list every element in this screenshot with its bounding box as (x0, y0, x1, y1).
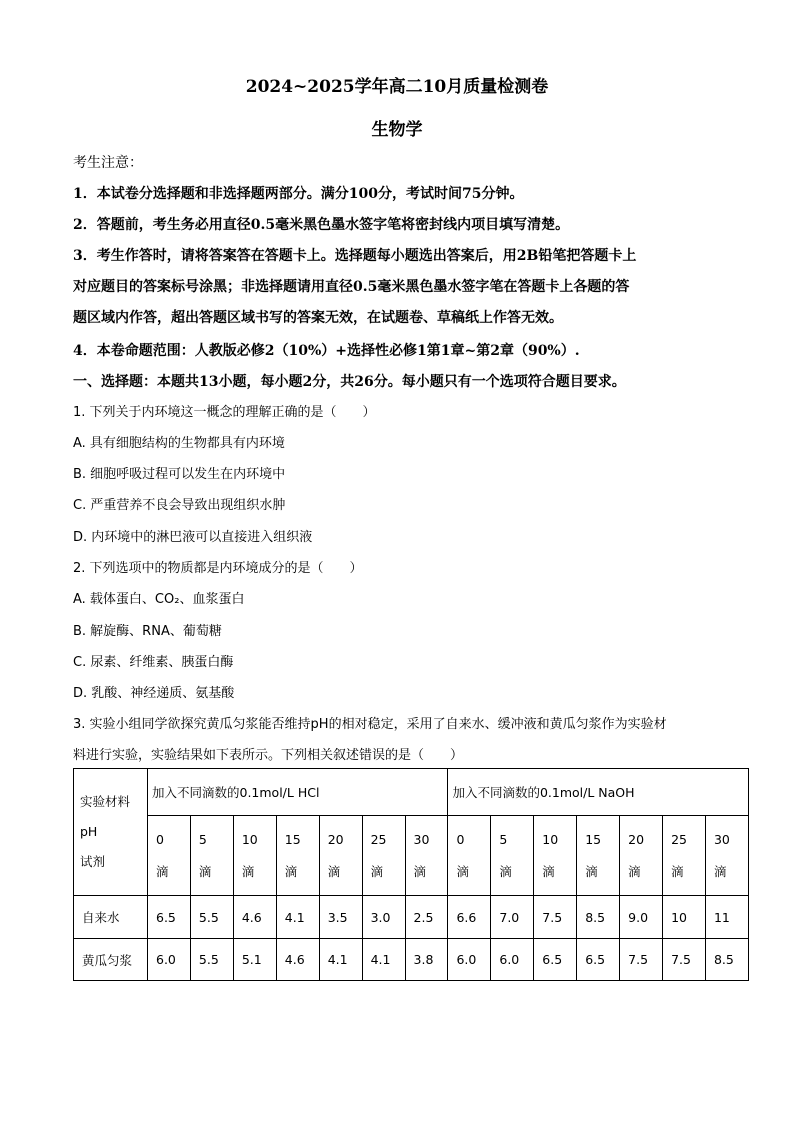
drop-count-cell: 25 滴 (362, 816, 405, 896)
ph-value-cell: 4.1 (276, 896, 319, 939)
question-1-option-c: C. 严重营养不良会导致出现组织水肿 (73, 498, 286, 513)
subject-title: 生物学 (371, 120, 423, 140)
ph-value-cell: 7.5 (534, 896, 577, 939)
ph-value-cell: 4.6 (276, 939, 319, 981)
question-2-stem: 2. 下列选项中的物质都是内环境成分的是（ ） (73, 561, 363, 576)
drop-count-cell: 15 滴 (276, 816, 319, 896)
drop-count-cell: 30 滴 (705, 816, 748, 896)
drop-count-cell: 15 滴 (577, 816, 620, 896)
question-3-stem-line2: 料进行实验，实验结果如下表所示。下列相关叙述错误的是（ ） (73, 748, 464, 763)
ph-value-cell: 5.5 (190, 896, 233, 939)
notice-item-3-cont-1: 对应题目的答案标号涂黑；非选择题请用直径0.5毫米黑色墨水签字笔在答题卡上各题的答 (73, 279, 630, 295)
ph-value-cell: 6.0 (491, 939, 534, 981)
section-heading: 一、选择题：本题共13小题，每小题2分，共26分。每小题只有一个选项符合题目要求。 (73, 374, 626, 390)
notice-heading: 考生注意： (73, 155, 143, 171)
exam-title: 2024~2025学年高二10月质量检测卷 (245, 77, 549, 97)
question-2-option-b: B. 解旋酶、RNA、葡萄糖 (73, 624, 222, 639)
ph-value-cell: 6.5 (577, 939, 620, 981)
ph-value-cell: 4.1 (319, 939, 362, 981)
drop-count-cell: 0 滴 (448, 816, 491, 896)
question-2-option-c: C. 尿素、纤维素、胰蛋白酶 (73, 655, 234, 670)
drop-count-cell: 5 滴 (491, 816, 534, 896)
drop-count-cell: 5 滴 (190, 816, 233, 896)
ph-value-cell: 5.1 (233, 939, 276, 981)
corner-label-ph: pH (80, 824, 98, 839)
table-row-cucumber-homogenate (74, 939, 749, 981)
question-1-option-a: A. 具有细胞结构的生物都具有内环境 (73, 436, 285, 451)
ph-value-cell: 7.5 (620, 939, 663, 981)
ph-value-cell: 6.0 (148, 939, 191, 981)
drop-count-cell: 10 滴 (534, 816, 577, 896)
drop-count-cell: 0 滴 (148, 816, 191, 896)
question-1-option-d: D. 内环境中的淋巴液可以直接进入组织液 (73, 530, 313, 545)
drop-count-cell: 25 滴 (663, 816, 706, 896)
notice-item-3-cont-2: 题区域内作答，超出答题区域书写的答案无效，在试题卷、草稿纸上作答无效。 (73, 310, 563, 326)
drop-count-cell: 30 滴 (405, 816, 448, 896)
corner-label-material: 实验材料 (80, 794, 131, 809)
notice-item-2: 2．答题前，考生务必用直径0.5毫米黑色墨水签字笔将密封线内项目填写清楚。 (73, 217, 570, 233)
drop-count-cell: 20 滴 (319, 816, 362, 896)
ph-value-cell: 8.5 (705, 939, 748, 981)
notice-item-4: 4．本卷命题范围：人教版必修2（10%）+选择性必修1第1章~第2章（90%）. (73, 343, 580, 359)
notice-item-3: 3．考生作答时，请将答案答在答题卡上。选择题每小题选出答案后，用2B铅笔把答题卡上 (73, 248, 637, 264)
ph-value-cell: 3.8 (405, 939, 448, 981)
hcl-group-header: 加入不同滴数的0.1mol/L HCl (148, 769, 448, 816)
ph-value-cell: 6.6 (448, 896, 491, 939)
question-1-stem: 1. 下列关于内环境这一概念的理解正确的是（ ） (73, 405, 376, 420)
ph-results-table (73, 768, 749, 981)
question-2-option-a: A. 载体蛋白、CO₂、血浆蛋白 (73, 592, 245, 607)
ph-value-cell: 9.0 (620, 896, 663, 939)
ph-value-cell: 2.5 (405, 896, 448, 939)
ph-value-cell: 4.6 (233, 896, 276, 939)
ph-value-cell: 11 (705, 896, 748, 939)
notice-item-1: 1．本试卷分选择题和非选择题两部分。满分100分，考试时间75分钟。 (73, 186, 524, 202)
question-1-option-b: B. 细胞呼吸过程可以发生在内环境中 (73, 467, 286, 482)
corner-label-reagent: 试剂 (80, 854, 106, 869)
ph-value-cell: 5.5 (190, 939, 233, 981)
ph-value-cell: 7.5 (663, 939, 706, 981)
table-row-tap-water (74, 896, 749, 939)
ph-value-cell: 4.1 (362, 939, 405, 981)
ph-value-cell: 8.5 (577, 896, 620, 939)
ph-value-cell: 3.0 (362, 896, 405, 939)
ph-value-cell: 7.0 (491, 896, 534, 939)
row-label-cucumber-homogenate: 黄瓜匀浆 (74, 939, 148, 981)
drop-count-cell: 10 滴 (233, 816, 276, 896)
ph-value-cell: 6.0 (448, 939, 491, 981)
drops-header-row (74, 816, 749, 896)
question-2-option-d: D. 乳酸、神经递质、氨基酸 (73, 686, 235, 701)
row-label-tap-water: 自来水 (74, 896, 148, 939)
ph-value-cell: 3.5 (319, 896, 362, 939)
question-3-stem-line1: 3. 实验小组同学欲探究黄瓜匀浆能否维持pH的相对稳定，采用了自来水、缓冲液和黄瓜匀浆作为实验材 (73, 717, 667, 732)
drop-count-cell: 20 滴 (620, 816, 663, 896)
table-corner-cell (74, 769, 148, 896)
ph-value-cell: 10 (663, 896, 706, 939)
ph-value-cell: 6.5 (148, 896, 191, 939)
ph-value-cell: 6.5 (534, 939, 577, 981)
naoh-group-header: 加入不同滴数的0.1mol/L NaOH (448, 769, 749, 816)
